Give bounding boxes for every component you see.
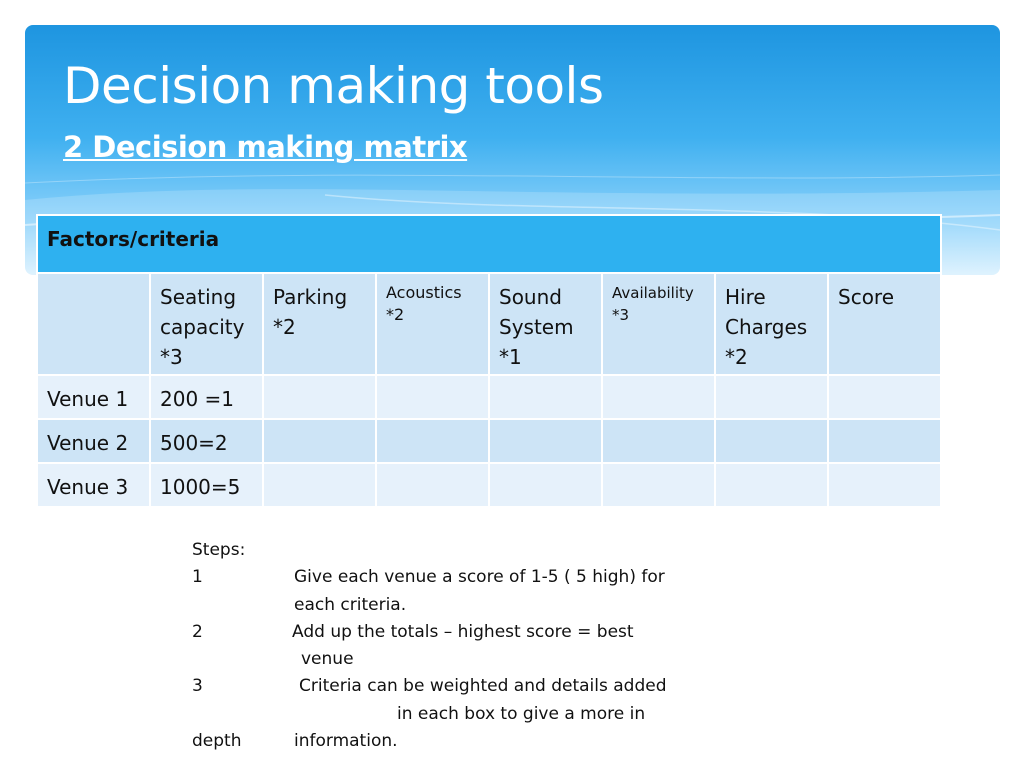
step-text: Criteria can be weighted and details added — [299, 676, 667, 697]
empty-cell — [376, 375, 489, 419]
column-header-availability: Availability *3 — [602, 273, 715, 375]
step-number: 1 — [192, 567, 203, 588]
empty-cell — [715, 375, 828, 419]
table-header-cell: Factors/criteria — [37, 215, 941, 273]
step-number: 2 — [192, 621, 203, 642]
seating-cell: 200 =1 — [150, 375, 263, 419]
empty-cell — [602, 463, 715, 507]
step-text: each criteria. — [294, 594, 407, 615]
empty-cell — [489, 419, 602, 463]
seating-cell: 500=2 — [150, 419, 263, 463]
step-text: in each box to give a more in — [397, 703, 646, 724]
empty-cell — [263, 375, 376, 419]
column-header-sound-system: Sound System *1 — [489, 273, 602, 375]
step-text: Add up the totals – highest score = best — [292, 621, 634, 642]
slide-subtitle: 2 Decision making matrix — [63, 130, 468, 164]
venue-cell: Venue 1 — [37, 375, 150, 419]
step-line — [192, 728, 752, 755]
empty-cell — [263, 463, 376, 507]
table-header-row — [37, 215, 941, 273]
step-text: venue — [301, 649, 354, 670]
steps-block — [192, 537, 752, 755]
steps-heading: Steps: — [192, 540, 246, 560]
empty-cell — [376, 419, 489, 463]
empty-cell — [602, 375, 715, 419]
step-line — [192, 701, 752, 728]
column-header-parking: Parking *2 — [263, 273, 376, 375]
slide-title: Decision making tools — [63, 57, 604, 115]
table-row — [37, 463, 941, 507]
table-row — [37, 375, 941, 419]
step-number: 3 — [192, 676, 203, 697]
empty-cell — [828, 419, 941, 463]
step-line — [192, 673, 752, 700]
step-text: information. — [294, 731, 398, 752]
column-header-score: Score — [828, 273, 941, 375]
decision-matrix-table — [36, 214, 942, 508]
step-number: depth — [192, 731, 242, 752]
step-line — [192, 619, 752, 646]
criteria-row — [37, 273, 941, 375]
steps-heading-line — [192, 537, 752, 564]
venue-cell: Venue 2 — [37, 419, 150, 463]
empty-cell — [715, 419, 828, 463]
empty-cell — [715, 463, 828, 507]
empty-cell — [376, 463, 489, 507]
empty-cell — [828, 463, 941, 507]
step-line — [192, 564, 752, 591]
empty-cell — [602, 419, 715, 463]
venue-cell: Venue 3 — [37, 463, 150, 507]
column-header-hire-charges: Hire Charges *2 — [715, 273, 828, 375]
column-header-seating: Seating capacity *3 — [150, 273, 263, 375]
step-line — [192, 646, 752, 673]
empty-cell — [489, 463, 602, 507]
step-text: Give each venue a score of 1-5 ( 5 high) for — [294, 567, 665, 588]
column-header-empty — [37, 273, 150, 375]
seating-cell: 1000=5 — [150, 463, 263, 507]
empty-cell — [489, 375, 602, 419]
step-line — [192, 592, 752, 619]
column-header-acoustics: Acoustics *2 — [376, 273, 489, 375]
empty-cell — [828, 375, 941, 419]
empty-cell — [263, 419, 376, 463]
table-row — [37, 419, 941, 463]
